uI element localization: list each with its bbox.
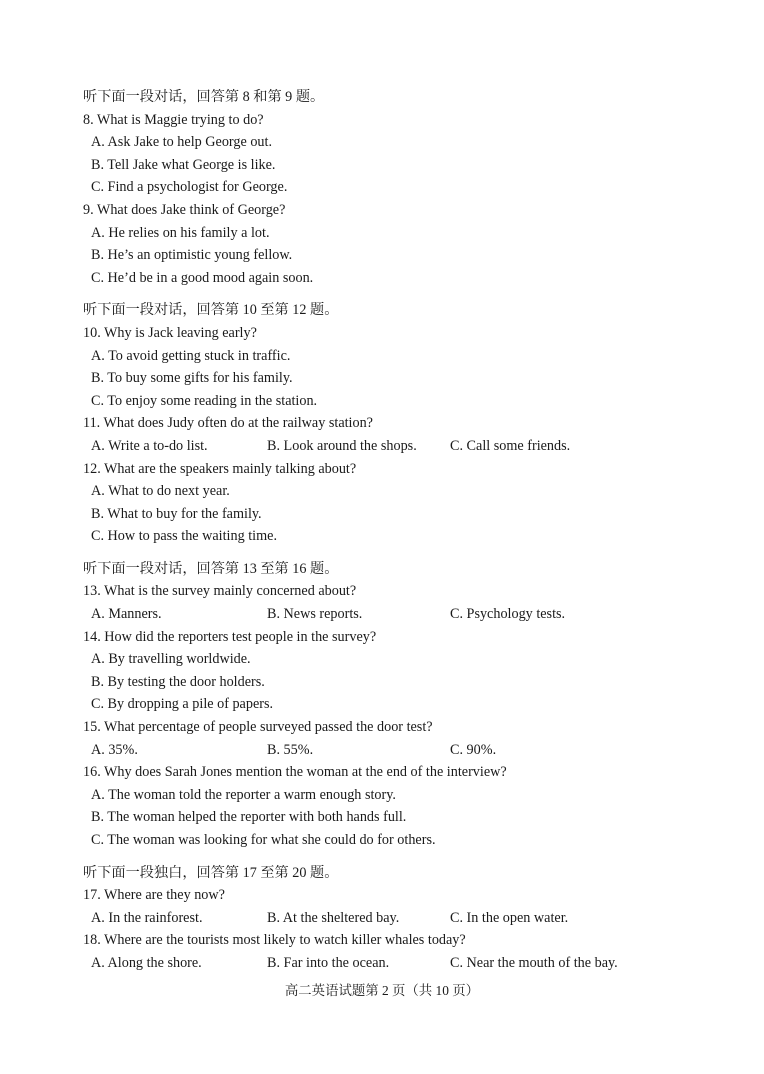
section-gap bbox=[83, 548, 703, 558]
answer-option: A. Manners. bbox=[91, 606, 162, 623]
option-row bbox=[83, 907, 703, 930]
section-instruction: 听下面一段对话，回答第 8 和第 9 题。 bbox=[83, 89, 325, 105]
answer-option: C. By dropping a pile of papers. bbox=[91, 696, 274, 713]
question-text: 11. What does Judy often do at the railway station? bbox=[83, 415, 373, 432]
answer-option: B. News reports. bbox=[267, 606, 363, 623]
answer-option: A. What to do next year. bbox=[91, 483, 230, 500]
answer-option: A. To avoid getting stuck in traffic. bbox=[91, 347, 291, 364]
answer-option: A. The woman told the reporter a warm enough story. bbox=[91, 786, 396, 803]
question-text: 17. Where are they now? bbox=[83, 887, 225, 904]
page-footer: 高二英语试题第 2 页（共 10 页） bbox=[284, 983, 480, 998]
question-text: 10. Why is Jack leaving early? bbox=[83, 324, 257, 341]
section-instruction: 听下面一段对话，回答第 10 至第 12 题。 bbox=[83, 302, 339, 319]
answer-option: B. Far into the ocean. bbox=[267, 954, 390, 971]
question-text: 14. How did the reporters test people in the survey? bbox=[83, 628, 377, 645]
answer-option: C. How to pass the waiting time. bbox=[91, 528, 277, 545]
answer-option: A. 35%. bbox=[91, 741, 138, 758]
section-gap bbox=[83, 289, 703, 299]
answer-option: B. He’s an optimistic young fellow. bbox=[91, 247, 293, 264]
question-text: 15. What percentage of people surveyed passed the door test? bbox=[83, 719, 433, 736]
answer-option: B. 55%. bbox=[267, 741, 314, 758]
option-row bbox=[83, 739, 703, 762]
section-gap bbox=[83, 852, 703, 862]
section-instruction: 听下面一段独白，回答第 17 至第 20 题。 bbox=[83, 864, 339, 881]
question-text: 18. Where are the tourists most likely to watch killer whales today? bbox=[83, 932, 466, 949]
answer-option: B. At the sheltered bay. bbox=[267, 909, 400, 926]
answer-option: B. Tell Jake what George is like. bbox=[91, 156, 276, 173]
answer-option: C. Find a psychologist for George. bbox=[91, 179, 288, 196]
question-text: 13. What is the survey mainly concerned about? bbox=[83, 583, 357, 600]
option-row bbox=[83, 603, 703, 626]
option-row bbox=[83, 952, 703, 975]
answer-option: C. 90%. bbox=[450, 741, 497, 758]
answer-option: B. Look around the shops. bbox=[267, 437, 417, 454]
question-text: 9. What does Jake think of George? bbox=[83, 201, 286, 218]
answer-option: C. In the open water. bbox=[450, 909, 569, 926]
question-text: 12. What are the speakers mainly talking about? bbox=[83, 460, 357, 477]
answer-option: A. In the rainforest. bbox=[91, 909, 203, 926]
answer-option: A. Along the shore. bbox=[91, 954, 202, 971]
answer-option: C. Call some friends. bbox=[450, 437, 571, 454]
answer-option: C. The woman was looking for what she could do for others. bbox=[91, 832, 436, 848]
answer-option: A. He relies on his family a lot. bbox=[91, 224, 270, 241]
answer-option: C. Psychology tests. bbox=[450, 606, 566, 623]
answer-option: A. By travelling worldwide. bbox=[91, 651, 251, 668]
answer-option: B. The woman helped the reporter with both hands full. bbox=[91, 809, 407, 826]
question-text: 16. Why does Sarah Jones mention the woman at the end of the interview? bbox=[83, 764, 507, 781]
answer-option: C. Near the mouth of the bay. bbox=[450, 954, 618, 971]
answer-option: B. To buy some gifts for his family. bbox=[91, 370, 293, 387]
question-list bbox=[83, 86, 703, 975]
option-row bbox=[83, 435, 703, 458]
answer-option: B. What to buy for the family. bbox=[91, 505, 262, 522]
question-text: 8. What is Maggie trying to do? bbox=[83, 111, 264, 128]
answer-option: C. To enjoy some reading in the station. bbox=[91, 392, 318, 409]
section-instruction: 听下面一段对话，回答第 13 至第 16 题。 bbox=[83, 560, 339, 577]
answer-option: A. Write a to-do list. bbox=[91, 437, 208, 454]
answer-option: C. He’d be in a good mood again soon. bbox=[91, 269, 314, 286]
answer-option: A. Ask Jake to help George out. bbox=[91, 134, 272, 151]
answer-option: B. By testing the door holders. bbox=[91, 673, 265, 690]
